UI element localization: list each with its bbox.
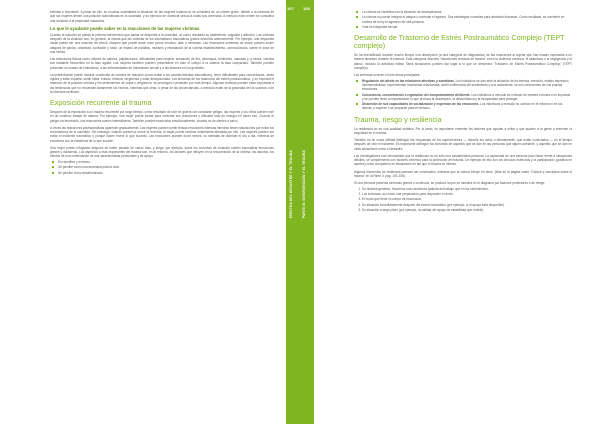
running-header-left: EFECTOS DEL DESASTRE Y EL TRAUMA xyxy=(289,150,293,219)
paragraph: Los síntomas ocurren en tres áreas principales: xyxy=(354,73,421,77)
list-item xyxy=(362,93,572,102)
list-keyword: Consciencia, concentración o regulación del comportamiento deficiente. xyxy=(362,92,471,97)
paragraph: Si una persona presenta síntomas graves o continuos, se produce la que se muestra en el diagrama por factores protectores o de riesgo: xyxy=(354,181,546,185)
list-item: La víctima se identifica con la situación de desesperanza. xyxy=(362,10,572,14)
right-column xyxy=(354,10,572,215)
list-item: La víctima no puede integrar el ataque o controlar el agresor. Sus estrategias normales para afrontarlo fracasan. Como resultado, se convierte en víctima de la ley la agresión de otra persona. xyxy=(362,15,572,24)
list-text: Los individuos se dan ante la situación de ira intensa, emoción, estado depresivo, hipersensibilidad, experimentan reactividad relacionada, sentir indiferencia del sentimiento y a la autoestima, no son conscientes de sus propias emociones. xyxy=(362,78,570,92)
heading-complex-ptsd: Desarrollo de Trastorno de Estrés Postraumático Complejo (TEPT complejo) xyxy=(354,33,565,50)
list-item: 1. Su historial genético. Hacemos una conciencia gratuita del trabajo que en los sentimientos. xyxy=(362,187,572,191)
paragraph: La resiliencia no es una cualidad estática. Por lo tanto, es importante entender los factores que ayudan a evitar y que ayuden a la gente a entender la seguridad en el trauma. xyxy=(354,126,572,135)
bullet-list xyxy=(354,10,572,29)
right-page xyxy=(314,0,600,424)
paragraph: La sobreviviente puede mostrar conductas de manera de reacción (como evitar a los acontecimientos traumáticos), tener dificultades para concentrarse, sentir rigidez y estar inquieta, sentir rabia, enfado, tristeza, vergüenza y estar decepcionada. Los síntomas de los trastornos del estrés postraumático, y en especial el trastorno de la posición crónica y los sentimientos de culpa o vergüenza, se prolongan o persisten por más tiempo. Algunas víctimas pueden estar expuestas a las tendencias que no recuerdan claramente los hechos, mientras que otras, a pesar de las circunstancias, a menudo están de la gravedad de los sucesos o de la violencia recibidos. xyxy=(50,72,274,94)
list-item xyxy=(362,102,572,111)
running-header-right: PARTE III: INTERVENCIÓN Y EL TRAUMA xyxy=(302,150,306,219)
paragraph: Cuando la solución se parida la primera intervención que parlas se despedía a la sociedad, no como resultado su abatimiento, angustia y aflicción. Las víctimas después de la violación son, en general, la misma que las víctimas de los traumatismo traumáticos graves descritos anteriormente. Por ejemplo, una respuesta inicial puede ser una reacción de shock: bloqueo que puede durar unos pocos minutos, días o semanas. Las reacciones extremas de shock pueden incluir ataques de pánico, ansiedad, confusión y ruido, un estado de parálisis, mutismo y retardación de la víctima establecimiento, conmocionado, siente el dolor de una herida. xyxy=(50,32,274,54)
list-text: Los individuos a menudo se enfocan de manera errónea o en impulsos y se pueden tener la impulsividad, lo que provoca la desamparo, la desconfianza y la incapacidad para proteger. xyxy=(362,92,571,101)
list-item: Se percibe como una amenaza para la vida. xyxy=(58,165,274,169)
heading-recurrent-exposure: Exposición recurrente al trauma xyxy=(50,98,152,107)
list-item: 2. Los síntomas, así como una preparación para responder o revivir. xyxy=(362,192,572,196)
paragraph: Los investigadores han demostrado que la resiliencia no es sólo una característica personal. La capacidad de una persona para hacer frente a situaciones difíciles, se complementa con factores externos para la protección del trauma. Un ejemplo de ello son los vínculos estrechos y la participación (positiva en aportes) como compañero en situaciones en las que el trauma es intenso. xyxy=(354,153,572,167)
paragraph: Una mujer puede refugiarse después de haber pasado de varios días, y luego, por ejemplo, todos los síntomas de violación suelen traumatizar emociones graves y duraderas. Los aspectos a más importantes del trauma son, en al entorno, los factores que influyen en la recuperación de la víctima, los asuntos, los efectos de una combinación de sus características personales y de apoyo. xyxy=(50,145,274,159)
list-item: 4. Su situación inmediatamente después del evento traumático (por ejemplo, si el apoyo está disponible). xyxy=(362,203,572,207)
left-page xyxy=(0,0,286,424)
left-column xyxy=(50,10,274,178)
paragraph: También es de suma utilidad distinguir las respuestas de los supervivientes — durante los actos o directamente, que están conectados — en el tiempo después de vivir el incidente. Es importante distinguir los síntomas de aquellos que se dan en las personas que siguen adelante, y aquellos que se dan en otras situaciones como el desastre. xyxy=(354,138,572,151)
paragraph: Las reacciones físicas como dolores de cabeza, palpitaciones, dificultades para respirar, sensación de frío, desmayos, temblores, náuseas y, a veces, vómitos son bastante frecuentes en la fase aguda. Las mujeres también pueden presentarse en todo el cuerpo a la cabeza la tasa comparado. También pueden presentar un estado de embolismo, a las enfermedades de transmisión sexual y a las lesiones en los genitales. xyxy=(50,57,274,70)
symptom-list xyxy=(354,79,572,111)
list-keyword: Distorsión de sus capacidades de socialización y expresión de las emociones. xyxy=(362,102,480,106)
list-item: Se percibe como desafortunado. xyxy=(58,171,274,175)
list-keyword: Regulación del afecto en las relaciones afectivas y somáticas. xyxy=(362,78,455,83)
paragraph: Algunos elementos de resiliencia parecen ser universales, mientras que la cultura influye en otros. (Más en la página sobre "Cultura y conceptos sobre el trauma" en la Parte II, pág. 104-106). xyxy=(354,169,572,178)
page-number-right: 108 xyxy=(303,6,310,11)
list-item: Es repetitivo y extremo. xyxy=(58,160,274,164)
heading-resilience: Trauma, riesgo y resiliencia xyxy=(354,114,442,124)
paragraph: Se ha intensificado durante mucho tiempo una descripción (a una categoría de diagnóstico) de las reacciones al sujetar que han estado expuestas a un trauma duradero durante la infancia. Esta categoría describe "situaciones crónicas de trauma" como la violencia continua, el abandono o la negligencia y el abuso, incluido la actividad militar. Tales situaciones pueden dar lugar a lo que se denomina "Trastorno de Estrés Postraumático Complejo" (TEPT complejo). xyxy=(354,53,572,70)
list-text: Los individuos a menudo no confían en el entorno ni en los demás, y esperan o se preparan para el rechazo. xyxy=(362,102,563,111)
list-item xyxy=(362,79,572,92)
bullet-list xyxy=(50,160,274,175)
intro-paragraph: bebidas e impotente. A pesar de ello, en muchas sociedades la situación de las mujeres todavía no se considera de un crimen grave, debido a la creencia de que las mujeres tienen una posición subordinada en la sociedad, y su ejercicio de violencia sexual a todas sus creencias. A menudo este crimen se considera una violación a la propiedad masculina. xyxy=(50,10,274,23)
list-item: 5. Su situación a largo plazo (por ejemplo, la calidad del apoyo de estabilidad que recibió). xyxy=(362,208,572,212)
list-item: Vida es integridad sexual. xyxy=(362,25,572,29)
subheading-women-reactions: Lo que le ayudante puede saber en la reacciones de las mujeres víctimas xyxy=(50,25,200,31)
numbered-list xyxy=(354,187,572,212)
paragraph: A veces las reacciones postraumáticas aparecen gradualmente. Las mujeres pueden sentir tensas emociones intensas mientras tienen situaciones por evitar los recordatorios de lo sucedido. Sin embargo, cuando vuelven a revivir la vivencia, la mujer puede sentirse doblemente afectada por ello. Las mujeres pueden ser evitar el incidente traumático y porque hacen revivir lo que sucedió. Las reacciones pueden durar meses, no sentidas de dominar el día a día, mientras se encuentra con la existencia de lo que sucede. xyxy=(50,125,274,143)
list-item: 3. El modo que tiene el cuerpo de reaccionar. xyxy=(362,197,572,201)
paragraph: Después de la exposición a un trauma recurrente por largo tiempo, como resultado de vivir en guerra con constante peligro, las mujeres y los niños pueden vivir en un continuo estado de alarma. Por ejemplo, una mujer puede luchar para controlar sus reacciones y dificultar todo su energía en hacer eso. Cuando el peligro ha terminado, sus reacciones suelen intensificarse. También pueden reaccionar emocionalmente, cuando no se sienten a salvo. xyxy=(50,110,274,123)
page-number-left: 107 xyxy=(287,6,294,11)
